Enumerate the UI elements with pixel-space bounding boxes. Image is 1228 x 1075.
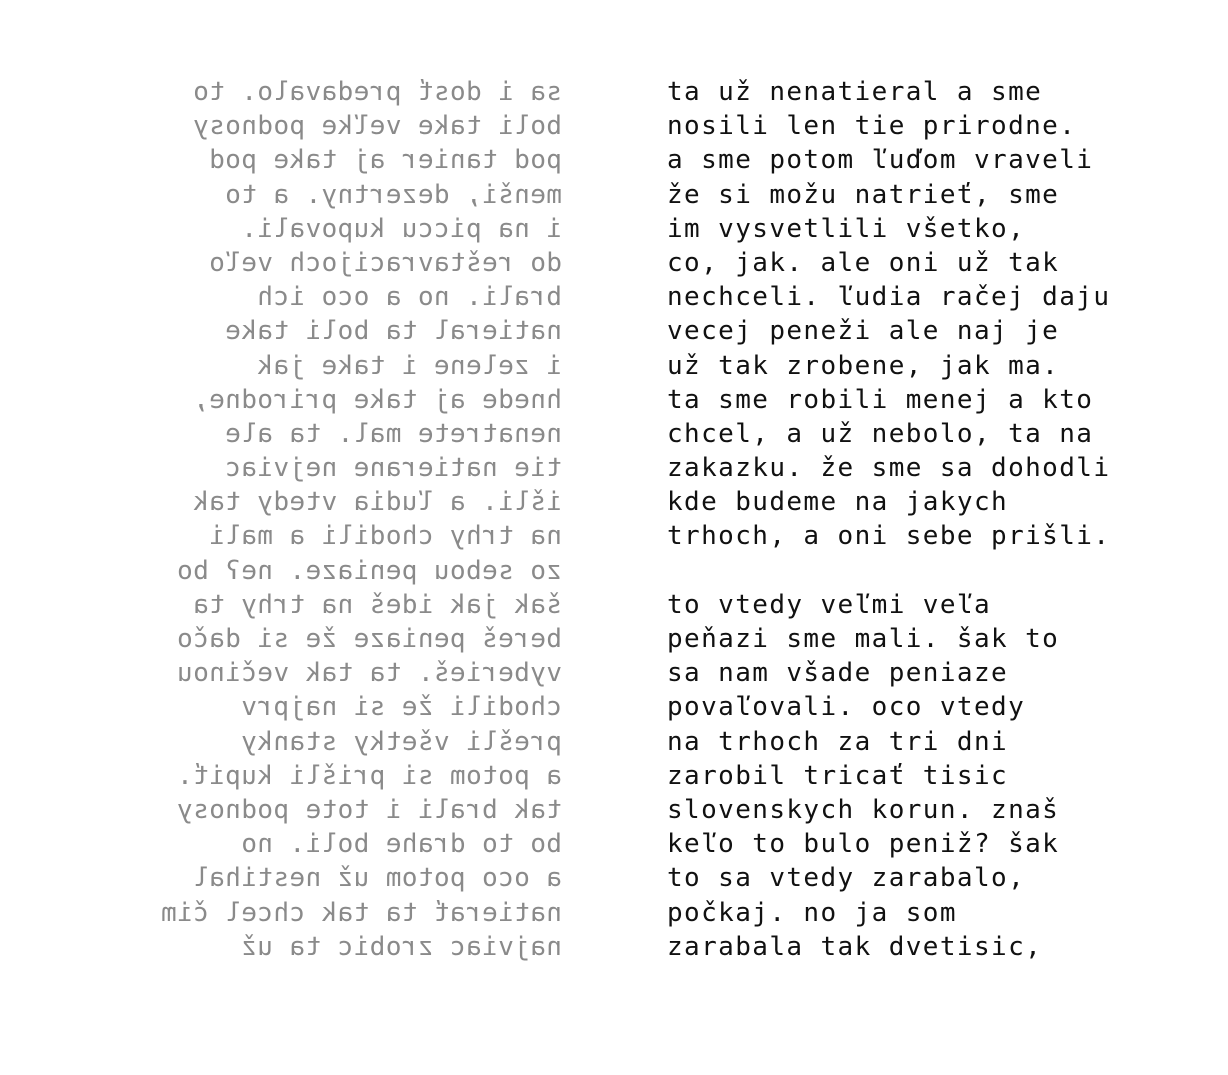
mirrored-text-line: natieral ta boli take — [224, 316, 562, 347]
transcript-text-line: na trhoch za tri dni — [667, 726, 1009, 757]
mirrored-text-line: tie natierane nejviac — [224, 453, 562, 484]
mirrored-text-line: tak brali i tote podnosy — [176, 794, 562, 825]
transcript-text-line — [667, 554, 1207, 588]
transcript-text-line: kde budeme na jakych — [667, 487, 1009, 518]
mirrored-text-line: i na piccu kupovali. — [240, 213, 562, 244]
mirrored-text-line: bo to drahe boli. no — [240, 829, 562, 860]
mirrored-text-line: pod tanier aj take pod — [208, 145, 562, 176]
transcript-text-line: ta sme robili menej a kto — [667, 384, 1094, 415]
transcript-text-line: ta už nenatieral a sme — [667, 77, 1043, 107]
transcript-text-column — [667, 75, 1207, 964]
transcript-text-line: zakazku. že sme sa dohodli — [667, 453, 1111, 484]
transcript-text-line: že si možu natrieť, sme — [667, 179, 1060, 210]
transcript-text-line: povaľovali. oco vtedy — [667, 692, 1026, 723]
transcript-text-line: to vtedy veľmi veľa — [667, 589, 992, 620]
mirrored-text-line: na trhy chodili a mali — [208, 521, 562, 552]
transcript-text-line: co, jak. ale oni už tak — [667, 247, 1060, 278]
transcript-text-line: peňazi sme mali. šak to — [667, 624, 1060, 654]
mirrored-text-line: natierať ta tak chcel čim — [160, 897, 562, 928]
transcript-text-line: nosili len tie prirodne. — [667, 111, 1077, 142]
mirrored-text-line: boli take veľke podnosy — [192, 111, 562, 142]
transcript-text-line: to sa vtedy zarabalo, — [667, 863, 1026, 894]
mirrored-text-line: chodili že si najprv — [240, 692, 562, 723]
mirrored-text-line: a potom si prišli kupiť. — [176, 760, 562, 791]
mirrored-text-line: a oco potom už nestihal — [192, 863, 562, 894]
transcript-text-line: trhoch, a oni sebe prišli. — [667, 521, 1111, 552]
mirrored-text-line: zo sebou peniaze. neʔ bo — [176, 555, 562, 586]
mirrored-text-line: nenatrete mal. ta ale — [224, 418, 562, 449]
mirrored-text-line: sa i dosť predavalo. to — [192, 77, 562, 107]
mirrored-text-line: išli. a ľudia vtedy tak — [192, 487, 562, 518]
transcript-text-line: vecej peneži ale naj je — [667, 316, 1060, 347]
mirrored-text-line: šak jak ideš na trhy ta — [192, 589, 562, 620]
transcript-text-line: keľo to bulo peniž? šak — [667, 829, 1060, 860]
mirrored-text-line: bereš peniaze že si dačo — [176, 624, 562, 654]
transcript-text-line: nechceli. ľudia račej daju — [667, 282, 1111, 313]
transcript-text-line: sa nam všade peniaze — [667, 658, 1009, 689]
mirrored-text-line: prešli všetky stanky — [240, 726, 562, 757]
transcript-text-line: im vysvetlili všetko, — [667, 213, 1026, 244]
mirrored-text-line: do reštavracijoch veľo — [208, 247, 562, 278]
mirrored-text-line: menši, dezertny. a to — [224, 179, 562, 210]
transcript-text-line: počkaj. no ja som — [667, 897, 957, 928]
mirrored-text-line: i zelene i take jak — [256, 350, 562, 381]
transcript-text-line: slovenskych korun. znaš — [667, 794, 1060, 825]
transcript-text-line: zarabala tak dvetisic, — [667, 931, 1043, 962]
mirrored-text-line: vyberieš. ta tak večinou — [176, 658, 562, 689]
transcript-text-line: a sme potom ľuďom vraveli — [667, 145, 1094, 176]
mirrored-text-line: brali. no a oco ich — [256, 282, 562, 313]
mirrored-text-line: hnede aj take prirodne, — [192, 384, 562, 415]
transcript-text-line: zarobil tricať tisic — [667, 760, 1009, 791]
mirrored-text-column — [42, 75, 562, 964]
mirrored-text-line: najviac zrobic ta už — [240, 931, 562, 962]
transcript-text-line: chcel, a už nebolo, ta na — [667, 418, 1094, 449]
transcript-text-line: už tak zrobene, jak ma. — [667, 350, 1060, 381]
